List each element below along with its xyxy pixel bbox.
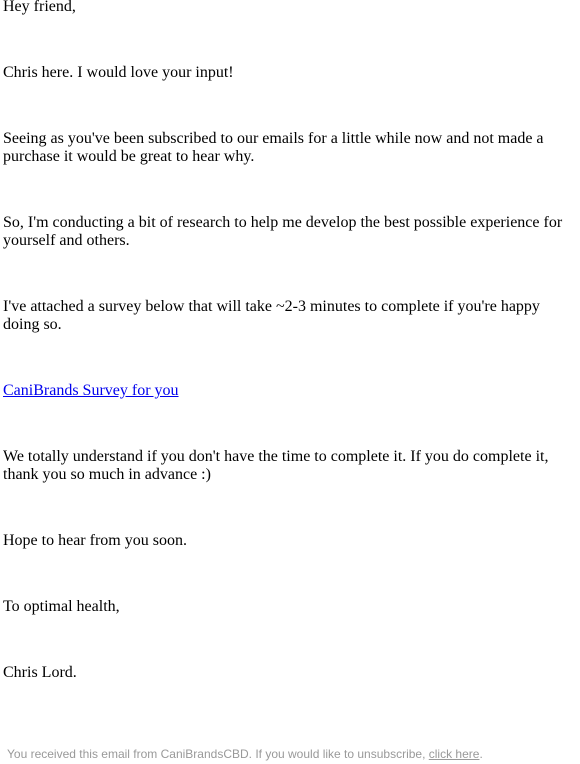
survey-paragraph: I've attached a survey below that will take ~2-3 minutes to complete if you're happy doing so. (3, 298, 540, 333)
subscribed-paragraph: Seeing as you've been subscribed to our emails for a little while now and not made a purchase it would be great to hear why. (3, 130, 544, 165)
survey-link[interactable]: CaniBrands Survey for you (3, 382, 179, 399)
hope-text: Hope to hear from you soon. (3, 532, 187, 549)
thanks-paragraph: We totally understand if you don't have the time to complete it. If you do complete it, thank you so much in advance :) (3, 448, 549, 483)
signoff-text: To optimal health, (3, 598, 120, 615)
survey-link-paragraph (3, 382, 579, 400)
unsubscribe-link[interactable]: click here (428, 747, 480, 761)
intro-text: Chris here. I would love your input! (3, 64, 234, 81)
greeting: Hey friend, (3, 0, 76, 15)
email-body (3, 0, 579, 730)
footer-period: . (479, 747, 483, 761)
footer (7, 747, 577, 761)
research-paragraph: So, I'm conducting a bit of research to help me develop the best possible experience for yourself and others. (3, 214, 563, 249)
footer-text: You received this email from CaniBrandsCBD. If you would like to unsubscribe, (7, 747, 429, 761)
signature: Chris Lord. (3, 664, 77, 681)
